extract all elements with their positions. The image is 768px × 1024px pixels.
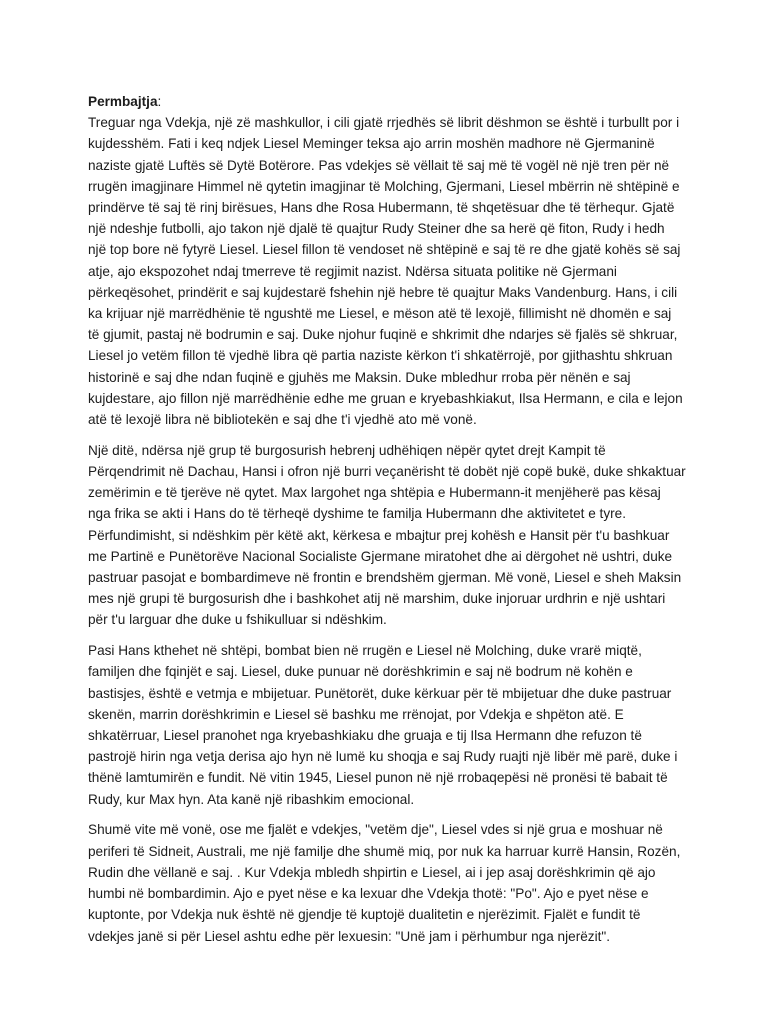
document-page — [88, 91, 686, 956]
section-heading-colon: : — [157, 94, 162, 109]
paragraph-1: Treguar nga Vdekja, një zë mashkullor, i cili gjatë rrjedhës së librit dëshmon se është i turbullt por i kujdesshëm. Fati i keq ndjek Liesel Meminger teksa ajo arrin moshën madhore në Gjermaninë naziste gjatë Luftës së Dytë Botërore. Pas vdekjes së vëllait të saj më të vogël në një tren për në rrugën imagjinare Himmel në qytetin imagjinar të Molching, Gjermani, Liesel mbërrin në shtëpinë e prindërve të saj të rinj birësues, Hans dhe Rosa Hubermann, të shqetësuar dhe të tërhequr. Gjatë një ndeshje futbolli, ajo takon një djalë të quajtur Rudy Steiner dhe sa herë që fiton, Rudy i hedh një top bore në fytyrë Liesel. Liesel fillon të vendoset në shtëpinë e saj të re dhe gjatë kohës së saj atje, ajo ekspozohet ndaj tmerreve të regjimit nazist. Ndërsa situata politike në Gjermani përkeqësohet, prindërit e saj kujdestarë fshehin një hebre të quajtur Maks Vandenburg. Hans, i cili ka krijuar një marrëdhënie të ngushtë me Liesel, e mëson atë të lexojë, fillimisht në dhomën e saj të gjumit, pastaj në bodrumin e saj. Duke njohur fuqinë e shkrimit dhe ndarjes së fjalës së shkruar, Liesel jo vetëm fillon të vjedhë libra që partia naziste kërkon t'i shkatërrojë, por gjithashtu shkruan historinë e saj dhe ndan fuqinë e gjuhës me Maksin. Duke mbledhur rroba për nënën e saj kujdestare, ajo fillon një marrëdhënie edhe me gruan e kryebashkiakut, Ilsa Hermann, e cila e lejon atë të lexojë libra në bibliotekën e saj dhe t'i vjedhë ato më vonë. — [88, 115, 683, 428]
paragraph-2: Një ditë, ndërsa një grup të burgosurish hebrenj udhëhiqen nëpër qytet drejt Kampit të Përqendrimit në Dachau, Hansi i ofron një burri veçanërisht të dobët një copë bukë, duke shkaktuar zemërimin e të tjerëve në qytet. Max largohet nga shtëpia e Hubermann-it menjëherë pas kësaj nga frika se akti i Hans do të tërheqë dyshime te familja Hubermann dhe aktivitetet e tyre. Përfundimisht, si ndëshkim për këtë akt, kërkesa e mbajtur prej kohësh e Hansit për t'u bashkuar me Partinë e Punëtorëve Nacional Socialiste Gjermane miratohet dhe ai dërgohet në ushtri, duke pastruar pasojat e bombardimeve në frontin e brendshëm gjerman. Më vonë, Liesel e sheh Maksin mes një grupi të burgosurish dhe i bashkohet atij në marshim, duke injoruar urdhrin e një ushtari për t'u larguar dhe duke u fshikulluar si ndëshkim. — [88, 442, 686, 628]
section-heading-label: Permbajtja — [88, 94, 158, 109]
section-heading — [88, 91, 686, 112]
paragraph-4: Shumë vite më vonë, ose me fjalët e vdekjes, "vetëm dje", Liesel vdes si një grua e moshuar në periferi të Sidneit, Australi, me një familje dhe shumë miq, por nuk ka harruar kurrë Hansin, Rozën, Rudin dhe vëllanë e saj. . Kur Vdekja mbledh shpirtin e Liesel, ai i jep asaj dorëshkrimin që ajo humbi në bombardimin. Ajo e pyet nëse e ka lexuar dhe Vdekja thotë: "Po". Ajo e pyet nëse e kuptonte, por Vdekja nuk është në gjendje të kuptojë dualitetin e njerëzimit. Fjalët e fundit të vdekjes janë si për Liesel ashtu edhe për lexuesin: "Unë jam i përhumbur nga njerëzit". — [88, 822, 681, 944]
paragraph-3: Pasi Hans kthehet në shtëpi, bombat bien në rrugën e Liesel në Molching, duke vrarë miqtë, familjen dhe fqinjët e saj. Liesel, duke punuar në dorëshkrimin e saj në bodrum në kohën e bastisjes, është e vetmja e mbijetuar. Punëtorët, duke kërkuar për të mbijetuar dhe duke pastruar skenën, marrin dorëshkrimin e Liesel së bashku me rrënojat, por Vdekja e shpëton atë. E shkatërruar, Liesel pranohet nga kryebashkiaku dhe gruaja e tij Ilsa Hermann dhe refuzon të pastrojë hirin nga vetja derisa ajo hyn në lumë ku shoqja e saj Rudy ruajti një libër më parë, duke i thënë lamtumirën e fundit. Në vitin 1945, Liesel punon në një rrobaqepësi në pronësi të babait të Rudy, kur Max hyn. Ata kanë një ribashkim emocional. — [88, 643, 678, 807]
